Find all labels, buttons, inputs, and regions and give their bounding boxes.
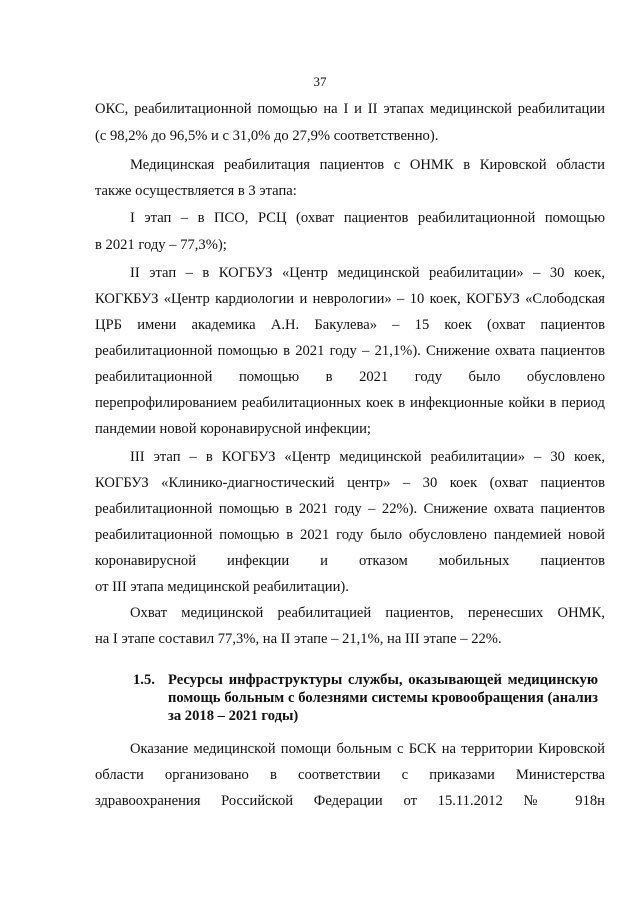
section-number: 1.5.	[133, 672, 155, 688]
text-line: II этап – в КОГБУЗ «Центр медицинской реабилитации» – 30 коек,	[130, 265, 605, 281]
text-line: реабилитационной помощью в 2021 году было обусловлено	[95, 369, 605, 385]
text-line: III этап – в КОГБУЗ «Центр медицинской реабилитации» – 30 коек,	[130, 449, 605, 465]
text-line: области организовано в соответствии с приказами Министерства	[95, 767, 605, 783]
text-line: здравоохранения Российской Федерации от 15.11.2012 № 918н	[95, 793, 605, 809]
text-line: реабилитационной помощью в 2021 году было обусловлено пандемией новой	[95, 527, 605, 543]
text-line: реабилитационной помощью в 2021 году – 22%). Снижение охвата пациентов	[95, 501, 605, 517]
text-line: также осуществляется в 3 этапа:	[95, 183, 297, 199]
text-line: Оказание медицинской помощи больным с БСК на территории Кировской	[130, 741, 605, 757]
text-line: I этап – в ПСО, РСЦ (охват пациентов реабилитационной помощью	[130, 210, 605, 226]
text-line: ОКС, реабилитационной помощью на I и II этапах медицинской реабилитации	[95, 101, 605, 117]
text-line: коронавирусной инфекции и отказом мобильных пациентов	[95, 553, 605, 569]
text-line: на I этапе составил 77,3%, на II этапе – 21,1%, на III этапе – 22%.	[95, 631, 502, 647]
section-heading-line: помощь больным с болезнями системы кровообращения (анализ	[168, 690, 598, 706]
section-heading-line: Ресурсы инфраструктуры службы, оказывающей медицинскую	[168, 672, 598, 688]
text-line: реабилитационной помощью в 2021 году – 21,1%). Снижение охвата пациентов	[95, 343, 605, 359]
text-line: от III этапа медицинской реабилитации).	[95, 579, 349, 595]
text-line: пандемии новой коронавирусной инфекции;	[95, 421, 371, 437]
text-line: в 2021 году – 77,3%);	[95, 237, 227, 253]
text-line: ЦРБ имени академика А.Н. Бакулева» – 15 коек (охват пациентов	[95, 317, 605, 333]
text-line: КОГКБУЗ «Центр кардиологии и неврологии» – 10 коек, КОГБУЗ «Слободская	[95, 291, 605, 307]
page-number: 37	[313, 74, 327, 89]
text-line: Медицинская реабилитация пациентов с ОНМК в Кировской области	[130, 157, 605, 173]
text-line: (с 98,2% до 96,5% и с 31,0% до 27,9% соответственно).	[95, 128, 439, 144]
text-line: КОГБУЗ «Клинико-диагностический центр» – 30 коек (охват пациентов	[95, 475, 605, 491]
text-line: Охват медицинской реабилитацией пациентов, перенесших ОНМК,	[130, 605, 605, 621]
text-line: перепрофилированием реабилитационных коек в инфекционные койки в период	[95, 395, 605, 411]
section-heading-line: за 2018 – 2021 годы)	[168, 708, 299, 724]
